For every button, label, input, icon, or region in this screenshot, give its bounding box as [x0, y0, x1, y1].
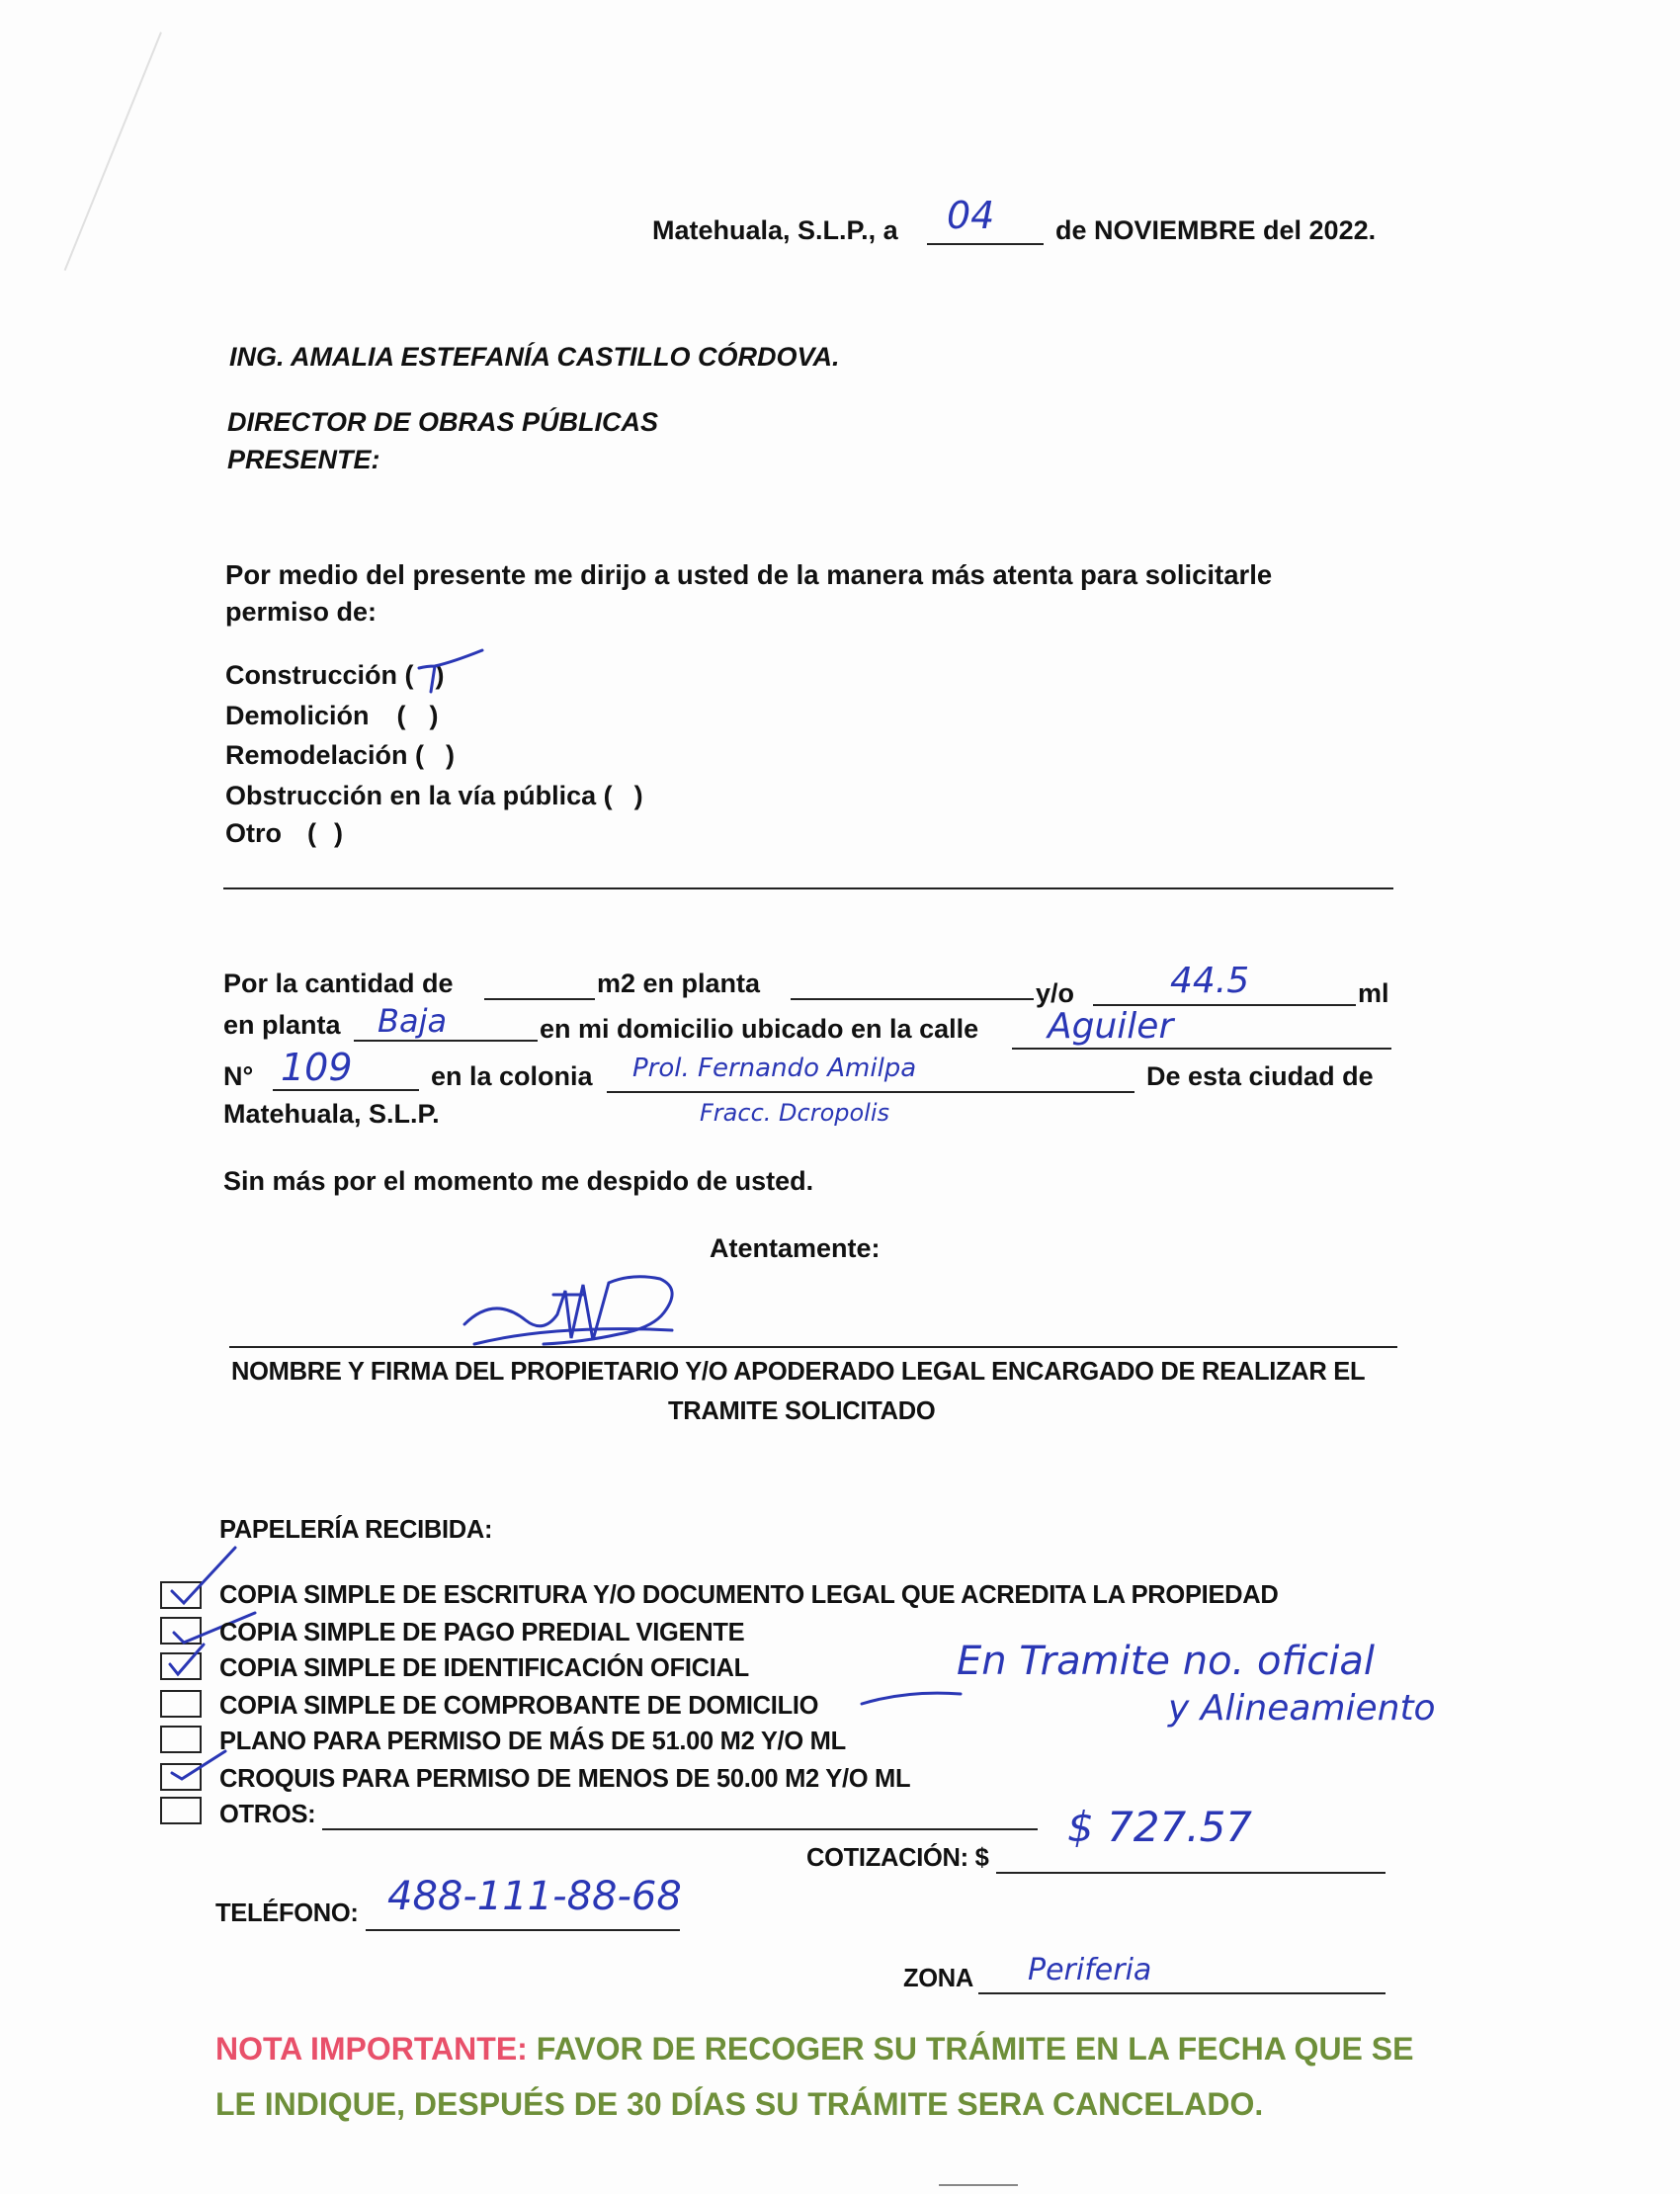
option-close: )	[435, 660, 445, 690]
intro-line-2: permiso de:	[225, 597, 378, 627]
papeleria-item-7: OTROS:	[219, 1801, 316, 1828]
zona-label: ZONA	[903, 1965, 974, 1992]
ciudad: Matehuala, S.L.P.	[223, 1099, 440, 1129]
en-planta-line	[354, 1040, 538, 1042]
otros-line	[322, 1828, 1038, 1830]
papeleria-item-1: COPIA SIMPLE DE ESCRITURA Y/O DOCUMENTO LEGAL QUE ACREDITA LA PROPIEDAD	[219, 1581, 1279, 1609]
calle-value: Aguiler	[1048, 1006, 1174, 1047]
checkmark-icon	[164, 1639, 223, 1682]
option-construccion	[225, 660, 445, 691]
numero-line	[273, 1089, 419, 1091]
bleed-through-text	[287, 193, 1468, 321]
checkmark-icon	[413, 640, 492, 700]
planta-value: Baja	[378, 1002, 448, 1040]
handwritten-note-2: y Alineamiento	[1168, 1688, 1436, 1729]
day-line	[927, 243, 1044, 245]
colonia-value-2: Fracc. Dcropolis	[700, 1099, 890, 1127]
nota-importante	[215, 2021, 1451, 2132]
zona-line	[978, 1992, 1386, 1994]
cantidad-prefix: Por la cantidad de	[223, 969, 454, 998]
cantidad-line	[484, 998, 595, 1000]
ml-value: 44.5	[1170, 961, 1250, 1001]
domicilio-label: en mi domicilio ubicado en la calle	[540, 1014, 979, 1044]
cotizacion-label: COTIZACIÓN: $	[806, 1844, 989, 1872]
date-suffix: de NOVIEMBRE del 2022.	[1055, 215, 1377, 245]
option-label: Construcción (	[225, 660, 414, 690]
telefono-line	[366, 1929, 680, 1931]
colonia-label: en la colonia	[431, 1061, 593, 1091]
option-label: Otro	[225, 818, 282, 848]
signature-caption-2: TRAMITE SOLICITADO	[668, 1397, 936, 1425]
bottom-edge-line	[939, 2184, 1018, 2186]
nota-text: FAVOR DE RECOGER SU TRÁMITE EN LA FECHA QUE SE LE INDIQUE, DESPUÉS DE 30 DÍAS SU TRÁMITE SERA CANCELADO.	[215, 2031, 1414, 2122]
papeleria-title: PAPELERÍA RECIBIDA:	[219, 1516, 493, 1544]
papeleria-item-6: CROQUIS PARA PERMISO DE MENOS DE 50.00 M2 Y/O ML	[219, 1765, 911, 1793]
atentamente: Atentamente:	[710, 1233, 881, 1263]
papeleria-checkbox-4[interactable]	[160, 1690, 202, 1718]
telefono-label: TELÉFONO:	[215, 1899, 359, 1927]
option-otro	[225, 818, 343, 849]
signature-caption-1: NOMBRE Y FIRMA DEL PROPIETARIO Y/O APODERADO LEGAL ENCARGADO DE REALIZAR EL	[231, 1358, 1366, 1386]
numero-label: N°	[223, 1061, 254, 1091]
ciudad-suffix: De esta ciudad de	[1146, 1061, 1374, 1091]
option-close: )	[429, 701, 439, 730]
option-close: )	[334, 818, 343, 848]
otro-line	[223, 887, 1393, 889]
option-label: Demolición	[225, 701, 370, 730]
handwritten-note-1: En Tramite no. oficial	[957, 1639, 1376, 1684]
option-open: (	[307, 818, 316, 848]
en-planta: en planta	[223, 1010, 341, 1040]
cotizacion-value: $ 727.57	[1067, 1803, 1253, 1851]
option-open: (	[396, 701, 406, 730]
option-label: Remodelación (	[225, 740, 425, 770]
addressee-title: DIRECTOR DE OBRAS PÚBLICAS	[227, 407, 659, 437]
zona-value: Periferia	[1028, 1953, 1152, 1987]
papeleria-item-2: COPIA SIMPLE DE PAGO PREDIAL VIGENTE	[219, 1619, 745, 1646]
option-demolicion	[225, 701, 439, 731]
page-fold-mark	[64, 32, 245, 304]
telefono-value: 488-111-88-68	[387, 1874, 682, 1919]
option-remodelacion	[225, 740, 455, 771]
option-close: )	[446, 740, 456, 770]
nota-label: NOTA IMPORTANTE:	[215, 2031, 528, 2067]
farewell: Sin más por el momento me despido de usted.	[223, 1166, 814, 1196]
numero-value: 109	[281, 1046, 353, 1089]
yo-label: y/o	[1036, 978, 1075, 1008]
option-obstruccion	[225, 781, 643, 811]
option-close: )	[633, 781, 643, 810]
intro-line-1: Por medio del presente me dirijo a usted de la manera más atenta para solicitarle	[225, 559, 1273, 590]
arrow-icon	[858, 1682, 966, 1712]
papeleria-item-5: PLANO PARA PERMISO DE MÁS DE 51.00 M2 Y/O ML	[219, 1728, 846, 1755]
cotizacion-line	[996, 1872, 1386, 1874]
ml-label: ml	[1358, 978, 1389, 1008]
addressee-name: ING. AMALIA ESTEFANÍA CASTILLO CÓRDOVA.	[229, 342, 840, 372]
m2-planta: m2 en planta	[597, 969, 761, 998]
papeleria-item-3: COPIA SIMPLE DE IDENTIFICACIÓN OFICIAL	[219, 1654, 749, 1682]
date-prefix: Matehuala, S.L.P., a	[652, 215, 898, 245]
papeleria-checkbox-7[interactable]	[160, 1797, 202, 1824]
addressee-greeting: PRESENTE:	[227, 445, 380, 474]
option-label: Obstrucción en la vía pública (	[225, 781, 613, 810]
signature-line	[229, 1346, 1397, 1348]
calle-line	[1012, 1048, 1391, 1050]
planta-line	[791, 998, 1034, 1000]
day-handwritten: 04	[947, 194, 995, 237]
colonia-value: Prol. Fernando Amilpa	[632, 1054, 917, 1083]
colonia-line	[607, 1091, 1134, 1093]
papeleria-item-4: COPIA SIMPLE DE COMPROBANTE DE DOMICILIO	[219, 1692, 819, 1720]
